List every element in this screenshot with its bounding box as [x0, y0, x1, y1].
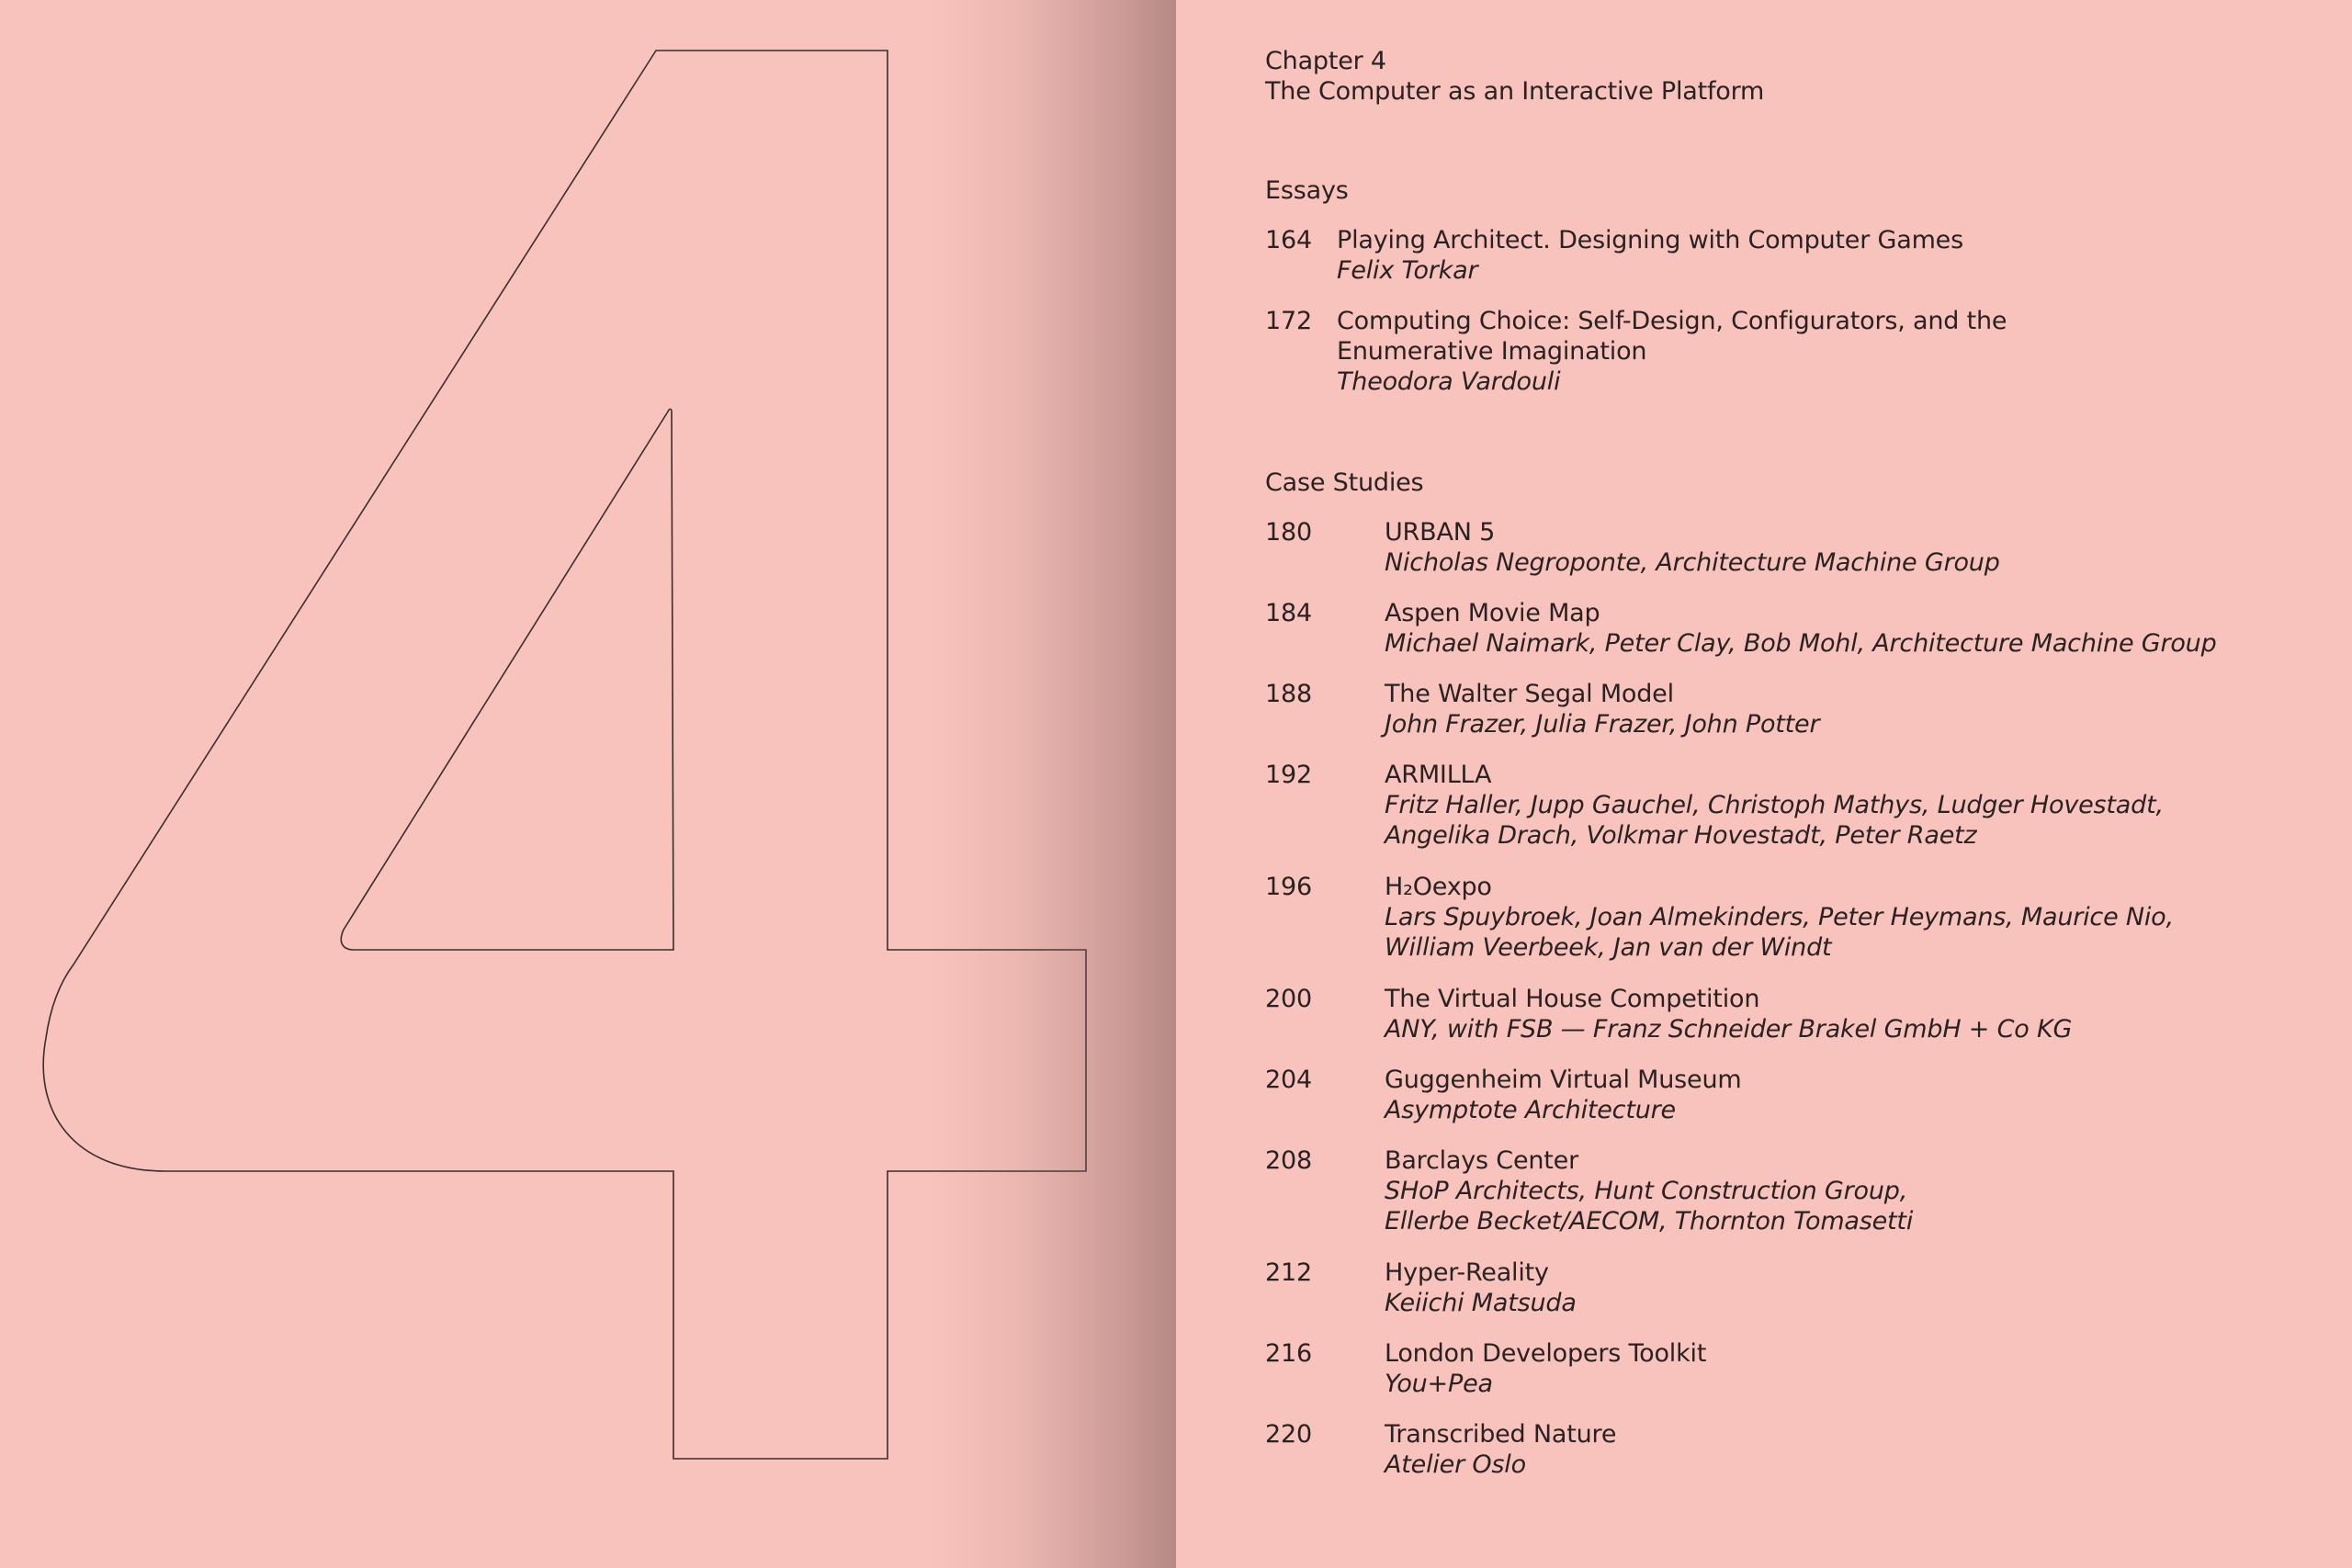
case-studies-heading: Case Studies: [1265, 468, 1424, 497]
entry-body: [1385, 517, 2000, 578]
entry-author: Angelika Drach, Volkmar Hovestadt, Peter Raetz: [1385, 821, 1977, 850]
entry-author: ANY, with FSB — Franz Schneider Brakel GmbH + Co KG: [1385, 1015, 2073, 1043]
entry-title: The Walter Segal Model: [1385, 680, 1674, 708]
entry-title: London Developers Toolkit: [1385, 1339, 1707, 1368]
entry-author: John Frazer, Julia Frazer, John Potter: [1385, 710, 1820, 739]
entry-title: Aspen Movie Map: [1385, 599, 1600, 627]
entry-title: Computing Choice: Self-Design, Configurators, and the: [1337, 307, 2007, 335]
entry-title: Barclays Center: [1385, 1146, 1578, 1175]
essays-heading: Essays: [1265, 176, 1349, 205]
entry-body: [1337, 306, 2007, 397]
entry-author: Atelier Oslo: [1385, 1450, 1526, 1479]
entry-author: Fritz Haller, Jupp Gauchel, Christoph Mathys, Ludger Hovestadt,: [1385, 791, 2164, 819]
page-number: 192: [1265, 761, 1312, 789]
entry-title: H₂Oexpo: [1385, 873, 1492, 901]
entry-title: Guggenheim Virtual Museum: [1385, 1066, 1742, 1094]
entry-author: Lars Spuybroek, Joan Almekinders, Peter Heymans, Maurice Nio,: [1385, 903, 2174, 931]
page-number: 220: [1265, 1420, 1312, 1449]
page-number: 164: [1265, 226, 1312, 254]
entry-body: [1385, 984, 2072, 1044]
page-number: 208: [1265, 1146, 1312, 1175]
page-number: 196: [1265, 873, 1312, 901]
entry-body: [1385, 1065, 1741, 1125]
entry-body: [1385, 1258, 1577, 1318]
chapter-header: [1265, 46, 1764, 107]
entry-author: SHoP Architects, Hunt Construction Group,: [1385, 1177, 1908, 1205]
entry-body: [1385, 679, 1819, 739]
entry-title: The Virtual House Competition: [1385, 985, 1760, 1013]
chapter-title: The Computer as an Interactive Platform: [1265, 77, 1765, 106]
entry-body: [1337, 225, 1963, 286]
entry-title: Hyper-Reality: [1385, 1258, 1549, 1287]
entry-title: Playing Architect. Designing with Computer Games: [1337, 226, 1963, 254]
entry-body: [1385, 1338, 1706, 1399]
right-page: [1176, 0, 2352, 1568]
entry-author: Theodora Vardouli: [1337, 367, 1561, 396]
entry-title: Enumerative Imagination: [1337, 337, 1647, 366]
entry-title: URBAN 5: [1385, 518, 1496, 547]
entry-title: ARMILLA: [1385, 761, 1492, 789]
gutter-shadow: [928, 0, 1176, 1568]
page-number: 180: [1265, 518, 1312, 547]
entry-author: Nicholas Negroponte, Architecture Machine Group: [1385, 548, 2000, 577]
entry-author: Michael Naimark, Peter Clay, Bob Mohl, Architecture Machine Group: [1385, 629, 2217, 658]
chapter-label: Chapter 4: [1265, 47, 1386, 75]
entry-body: [1385, 1419, 1616, 1480]
entry-body: [1385, 760, 2164, 851]
entry-author: Ellerbe Becket/AECOM, Thornton Tomasetti: [1385, 1207, 1914, 1235]
entry-author: William Veerbeek, Jan van der Windt: [1385, 933, 1832, 962]
page-number: 188: [1265, 680, 1312, 708]
page-number: 212: [1265, 1258, 1312, 1287]
page-number: 204: [1265, 1066, 1312, 1094]
page-number: 172: [1265, 307, 1312, 335]
page-number: 184: [1265, 599, 1312, 627]
entry-body: [1385, 1145, 1913, 1236]
entry-author: Asymptote Architecture: [1385, 1096, 1676, 1124]
page-number: 200: [1265, 985, 1312, 1013]
entry-body: [1385, 872, 2174, 963]
entry-title: Transcribed Nature: [1385, 1420, 1617, 1449]
entry-author: You+Pea: [1385, 1370, 1493, 1398]
entry-author: Keiichi Matsuda: [1385, 1289, 1577, 1317]
entry-author: Felix Torkar: [1337, 256, 1478, 285]
page-number: 216: [1265, 1339, 1312, 1368]
entry-body: [1385, 598, 2217, 659]
